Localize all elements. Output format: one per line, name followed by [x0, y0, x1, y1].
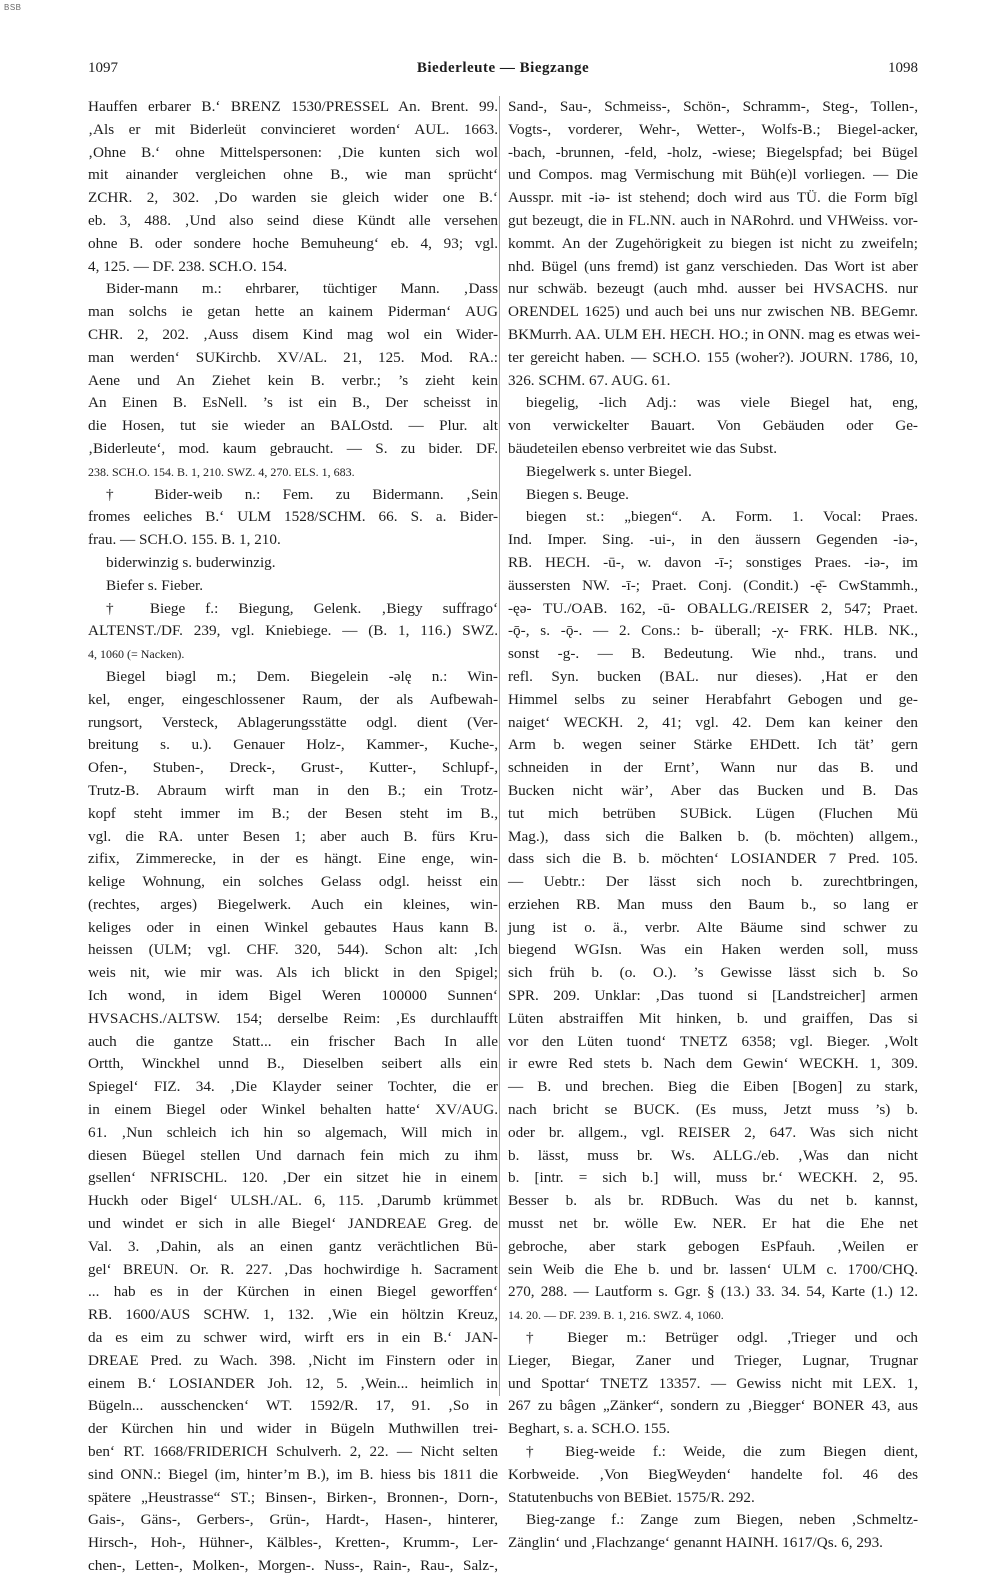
text-line: Ortth, Winckhel unnd B., Dieselben seibert alls ein: [88, 1055, 498, 1073]
text-line: zifix, Zimmerecke, in der es hängt. Eine enge, win-: [88, 850, 498, 868]
text-line: BKMurrh. AA. ULM EH. HECH. HO.; in ONN. mag es etwas wei-: [508, 325, 921, 343]
text-line: HVSACHS./ALTSW. 154; derselbe Reim: ‚Es durchlaufft: [88, 1009, 498, 1027]
text-line: — B. und brechen. Bieg die Eiben [Bogen] zu stark,: [508, 1078, 918, 1096]
page-number-left: 1097: [88, 60, 118, 76]
text-line: ‚Als er mit Biderleüt convincieret worden‘ AUL. 1663.: [88, 120, 498, 138]
text-line: gebroche, aber stark gebogen EsPfauh. ‚Weilen er: [508, 1237, 918, 1255]
text-line: vgl. die RA. unter Besen 1; aber auch B. fürs Kru-: [88, 827, 498, 845]
text-line: Himmel selbs zu seiner Herabfahrt Gebogen und ge-: [508, 690, 918, 708]
text-line: Besser b. als br. RDBuch. Was du net b. kannst,: [508, 1192, 918, 1210]
text-line: Hirsch-, Hoh-, Hühner-, Kälbles-, Kretten-, Krumm-, Ler-: [88, 1534, 498, 1552]
text-line: einem B.‘ LOSIANDER Joh. 12, 5. ‚Wein... heimlich in: [88, 1374, 498, 1392]
text-line: 238. SCH.O. 154. B. 1, 210. SWZ. 4, 270. ELS. 1, 683.: [88, 464, 355, 479]
text-line: kelige Wohnung, ein solches Gelass odgl. heisst ein: [88, 873, 498, 891]
text-line: sein Weib die Ehe b. und br. lassen‘ ULM c. 1700/CHQ.: [508, 1260, 918, 1278]
text-line: Bieg-zange f.: Zange zum Biegen, neben ‚Schmeltz-: [526, 1511, 918, 1529]
text-line: ‚Ohne B.‘ ohne Mittelspersonen: ‚Die kunten sich wol: [88, 143, 498, 161]
text-line: da es eim zu schwer wird, wirft ers in ein B.‘ JAN-: [88, 1329, 498, 1347]
text-line: SPR. 209. Unklar: ‚Das tuond si [Landstreicher] armen: [508, 987, 918, 1005]
text-line: heissen (ULM; vgl. CHF. 320, 544). Schon alt: ‚Ich: [88, 941, 498, 959]
text-line: Korbweide. ‚Von BiegWeyden‘ handelte fol. 46 des: [508, 1465, 918, 1483]
text-line: ALTENST./DF. 239, vgl. Kniebiege. — (B. 1, 116.) SWZ.: [88, 622, 498, 640]
text-line: gsellen‘ NFRISCHL. 120. ‚Der ein sitzet hie in einem: [88, 1169, 498, 1187]
page-number-right: 1098: [888, 60, 918, 76]
text-line: Hauffen erbarer B.‘ BRENZ 1530/PRESSEL An. Brent. 99.: [88, 98, 498, 115]
text-line: † Bider-weib n.: Fem. zu Bidermann. ‚Sein: [106, 485, 498, 503]
text-line: fromes eeliches B.‘ ULM 1528/SCHM. 66. S. a. Bider-: [88, 508, 498, 526]
text-line: Bider-mann m.: ehrbarer, tüchtiger Mann. ‚Dass: [106, 280, 498, 298]
text-line: mit ainander vergleichen ohne B., wie man sprücht‘: [88, 166, 498, 184]
text-line: 61. ‚Nun schleich ich hin so algemach, Will mich in: [88, 1123, 498, 1141]
text-line: oder br. allgem., vgl. REISER 2, 647. Was sich nicht: [508, 1123, 918, 1141]
text-line: vor den Lüten tuond‘ TNETZ 6358; vgl. Bieger. ‚Wolt: [508, 1032, 918, 1050]
text-line: und windet er sich in alle Biegel‘ JANDREAE Greg. de: [88, 1215, 498, 1233]
text-line: An Einen B. EsNell. ’s ist ein B., Der scheisst in: [88, 394, 498, 412]
text-line: tut mich betrüben SUBick. Lügen (Fluchen Mü: [508, 804, 918, 822]
text-line: die Hosen, tut sie wieder an BALOstd. — Plur. alt: [88, 417, 498, 435]
text-line: frau. — SCH.O. 155. B. 1, 210.: [88, 531, 281, 549]
text-line: Beghart, s. a. SCH.O. 155.: [508, 1420, 670, 1438]
text-line: 267 zu bâgen „Zänker“, sondern zu ‚Biegger‘ BONER 43, aus: [508, 1397, 918, 1415]
text-line: ZCHR. 2, 302. ‚Do warden sie gleich wider one B.‘: [88, 189, 498, 207]
text-line: chen-, Letten-, Molken-, Morgen-. Nuss-, Rain-, Rau-, Salz-,: [88, 1557, 498, 1574]
text-line: rungsort, Versteck, Ablagerungsstätte odgl. dient (Ver-: [88, 713, 498, 731]
text-line: Trutz-B. Abraum wirft man in den B.; ein Trotz-: [88, 781, 498, 799]
text-line: Val. 3. ‚Dahin, als an einen gantz verächtlichen Bü-: [88, 1237, 498, 1255]
bsb-watermark: BSB: [4, 3, 22, 12]
text-line: naiget‘ WECKH. 2, 41; vgl. 42. Dem kan keiner den: [508, 713, 918, 731]
text-line: von verwickelter Bauart. Von Gebäuden oder Ge-: [508, 417, 918, 435]
text-line: Vogts-, vorderer, Wehr-, Wetter-, Wolfs-B.; Biegel-acker,: [508, 120, 918, 138]
text-line: 326. SCHM. 67. AUG. 61.: [508, 371, 671, 389]
text-line: jung ist o. ä., verbr. Alte Bäume sind schwer zu: [508, 918, 918, 936]
text-line: biegelig, -lich Adj.: was viele Biegel hat, eng,: [526, 394, 918, 412]
text-line: man werden‘ SUKirchb. XV/AL. 21, 125. Mod. RA.:: [88, 348, 498, 366]
text-line: nach bricht se BUCK. (Es muss, Jetzt muss ’s) b.: [508, 1101, 918, 1119]
text-line: b. [intr. = sich b.] will, muss br.‘ WECKH. 2, 95.: [508, 1169, 918, 1187]
text-line: diesen Büegel stellen Und darnach fein mich zu ihm: [88, 1146, 498, 1164]
text-line: Statutenbuchs von BEBiet. 1575/R. 292.: [508, 1488, 755, 1506]
text-line: Lieger, Biegar, Zaner und Trieger, Lugnar, Trugnar: [508, 1351, 918, 1369]
text-line: spätere „Heustrasse“ ST.; Binsen-, Birken-, Bronnen-, Dorn-,: [88, 1488, 498, 1506]
text-line: ir ewre Red stets b. Nach dem Gewin‘ WECKH. 1, 309.: [508, 1055, 918, 1073]
text-line: Zänglin‘ und ‚Flachzange‘ genannt HAINH. 1617/Qs. 6, 293.: [508, 1534, 883, 1552]
text-line: musst net br. wölle Ew. NER. Er hat die Ehe net: [508, 1215, 918, 1233]
text-line: breitung s. u.). Genauer Holz-, Kammer-, Kuche-,: [88, 736, 498, 754]
text-line: ter gereicht haben. — SCH.O. 155 (woher?). JOURN. 1786, 10,: [508, 348, 918, 366]
text-line: 270, 288. — Lautform s. Ggr. § (13.) 33. 34. 54, Karte (1.) 12.: [508, 1283, 918, 1301]
text-line: Gais-, Gäns-, Gerbers-, Grün-, Hardt-, Hasen-, hinterer,: [88, 1511, 498, 1529]
text-line: biderwinzig s. buderwinzig.: [106, 553, 276, 571]
text-line: und Compos. mag Vermischung mit Büh(e)l vorliegen. — Die: [508, 166, 918, 184]
text-line: RB. 1600/AUS SCHW. 1, 132. ‚Wie ein höltzin Kreuz,: [88, 1306, 498, 1324]
text-line: Spiegel‘ FIZ. 34. ‚Die Klayder seiner Tochter, die er: [88, 1078, 498, 1096]
text-line: gut bezeugt, die in FL.NN. auch in NARohrd. und VHWeiss. vor-: [508, 211, 918, 229]
text-line: biegend WGIsn. Was ein Haken werden soll, muss: [508, 941, 918, 959]
text-line: schneiden in der Ernt’, Wann nur das B. und: [508, 759, 918, 777]
text-line: ... hab es in der Kürchen in einen Biegel geworffen‘: [88, 1283, 498, 1301]
text-line: Bügeln... ausschencken‘ WT. 1592/R. 17, 91. ‚So in: [88, 1397, 498, 1415]
text-line: sonst -g-. — B. Bedeutung. Wie nhd., trans. und: [508, 645, 918, 663]
text-line: 4, 1060 (= Nacken).: [88, 647, 185, 662]
text-line: † Biege f.: Biegung, Gelenk. ‚Biegy suffrago‘: [106, 599, 498, 617]
column-divider: [499, 96, 500, 1396]
text-line: äussersten NW. -ī-; Praet. Conj. (Condit.) -ę̄- CwStammh.,: [508, 576, 918, 594]
text-line: ohne B. oder sondere hoche Bemuheung‘ eb. 4, 93; vgl.: [88, 234, 498, 252]
page-header: [88, 60, 918, 84]
text-line: Biegelwerk s. unter Biegel.: [526, 462, 692, 480]
text-line: † Bieg-weide f.: Weide, die zum Biegen dient,: [526, 1443, 918, 1461]
text-line: CHR. 2, 202. ‚Auss disem Kind mag wol ein Wider-: [88, 325, 498, 343]
text-line: Biegel biəgl m.; Dem. Biegelein -əlę n.: Win-: [106, 667, 498, 685]
text-line: -ǭ-, s. -ǭ-. — 2. Cons.: b- überall; -χ- FRK. HLB. NK.,: [508, 622, 918, 640]
text-line: und Spottar‘ TNETZ 13357. — Gewiss nicht mit LEX. 1,: [508, 1374, 918, 1392]
text-line: — Uebtr.: Der lässt sich noch b. zurechtbringen,: [508, 873, 918, 891]
text-line: Ind. Imper. Sing. -ui-, in den äussern Gegenden -iə-,: [508, 531, 918, 549]
text-line: dass sich die B. b. möchten‘ LOSIANDER 7 Pred. 105.: [508, 850, 918, 868]
text-line: Ich wond, in idem Bigel Weren 100000 Sunnen‘: [88, 987, 498, 1005]
left-column: [88, 96, 498, 1574]
text-line: weis nit, wie mir was. Als ich blickt in den Spigel;: [88, 964, 498, 982]
text-line: (rechtes, arges) Biegelwerk. Auch ein kleines, win-: [88, 895, 498, 913]
text-line: RB. HECH. -ū-, w. davon -ī-; sonstiges Praes. -iə-, im: [508, 553, 918, 571]
text-line: Bucken nicht wär’, Aber das Bucken und B. Das: [508, 781, 918, 799]
text-line: bäudeteilen ebenso verbreitet wie das Subst.: [508, 439, 778, 457]
text-line: † Bieger m.: Betrüger odgl. ‚Trieger und och: [526, 1329, 918, 1347]
text-line: Aene und An Ziehet kein B. verbr.; ’s zieht kein: [88, 371, 498, 389]
text-line: Huckh oder Bigel‘ ULSH./AL. 6, 115. ‚Darumb krümmet: [88, 1192, 498, 1210]
text-line: 4, 125. — DF. 238. SCH.O. 154.: [88, 257, 288, 275]
text-line: nur schwäb. bezeugt (auch mhd. ausser bei HVSACHS. nur: [508, 280, 918, 298]
text-line: nhd. Bügel (uns fremd) ist ganz verschieden. Das Wort ist aber: [508, 257, 918, 275]
right-column: [508, 96, 921, 1552]
text-line: Arm b. wegen seiner Stärke EHDett. Ich tät’ gern: [508, 736, 918, 754]
text-line: kopf steht immer im B.; der Besen steht im B.,: [88, 804, 498, 822]
text-line: man solchs ie getan hette an kainem Piderman‘ AUG: [88, 303, 498, 321]
text-line: erziehen RB. Man muss den Baum b., so lang er: [508, 895, 918, 913]
text-line: in einem Biegel oder Winkel behalten hatte‘ XV/AUG.: [88, 1101, 498, 1119]
text-line: -ęə- TU./OAB. 162, -ū- OBALLG./REISER 2, 547; Praet.: [508, 599, 918, 617]
text-line: Sand-, Sau-, Schmeiss-, Schön-, Schramm-, Steg-, Tollen-,: [508, 98, 918, 115]
text-line: der Kürchen hin und wider in Bügeln Muthwillen trei-: [88, 1420, 498, 1438]
text-line: -bach, -brunnen, -feld, -holz, -wiese; Biegelspfad; bei Bügel: [508, 143, 918, 161]
text-line: Ofen-, Stuben-, Dreck-, Grust-, Kutter-, Schlupf-,: [88, 759, 498, 777]
text-line: Mag.), dass sich die Balken b. (b. möchten) allgem.,: [508, 827, 918, 845]
text-line: sind ONN.: Biegel (im, hinter’m B.), im B. hiess bis 1811 die: [88, 1465, 498, 1483]
text-line: Biefer s. Fieber.: [106, 576, 204, 594]
text-line: keliges oder in einen Winkel gebautes Haus kann B.: [88, 918, 498, 936]
text-line: b. lässt, muss br. Ws. ALLG./eb. ‚Was dan nicht: [508, 1146, 918, 1164]
running-title: Biederleute — Biegzange: [416, 60, 590, 76]
text-line: gel‘ BREUN. Or. R. 227. ‚Das hochwirdige h. Sacrament: [88, 1260, 498, 1278]
text-line: ORENDEL 1625) und auch bei uns nur zwischen NB. BEGemr.: [508, 303, 918, 321]
text-line: Biegen s. Beuge.: [526, 485, 629, 503]
text-line: sich früh b. (o. O.). ’s Gewisse lässt sich b. So: [508, 964, 918, 982]
text-line: ben‘ RT. 1668/FRIDERICH Schulverh. 2, 22. — Nicht selten: [88, 1443, 498, 1461]
text-line: kel, enger, eingeschlossener Raum, der als Aufbewah-: [88, 690, 498, 708]
text-line: refl. Syn. bucken (BAL. nur dieses). ‚Hat er den: [508, 667, 918, 685]
text-line: eb. 3, 488. ‚Und also seind diese Kündt alle versehen: [88, 211, 498, 229]
text-line: auch die gantze Statt... ein frischer Bach In alle: [88, 1032, 498, 1050]
text-line: DREAE Pred. zu Wach. 398. ‚Nicht im Finstern oder in: [88, 1351, 498, 1369]
text-line: Ausspr. mit -iə- ist stehend; doch wird aus TÜ. die Form bīgl: [508, 189, 918, 207]
text-line: kommt. An der Zugehörigkeit zu biegen ist nicht zu zweifeln;: [508, 234, 918, 252]
text-line: ‚Biderleute‘, mod. kaum gebraucht. — S. zu bider. DF.: [88, 439, 498, 457]
text-line: Lüten abstraiffen Mit hinken, b. und graiffen, Das si: [508, 1009, 918, 1027]
text-line: biegen st.: „biegen“. A. Form. 1. Vocal: Praes.: [526, 508, 918, 526]
text-line: 14. 20. — DF. 239. B. 1, 216. SWZ. 4, 1060.: [508, 1308, 724, 1323]
